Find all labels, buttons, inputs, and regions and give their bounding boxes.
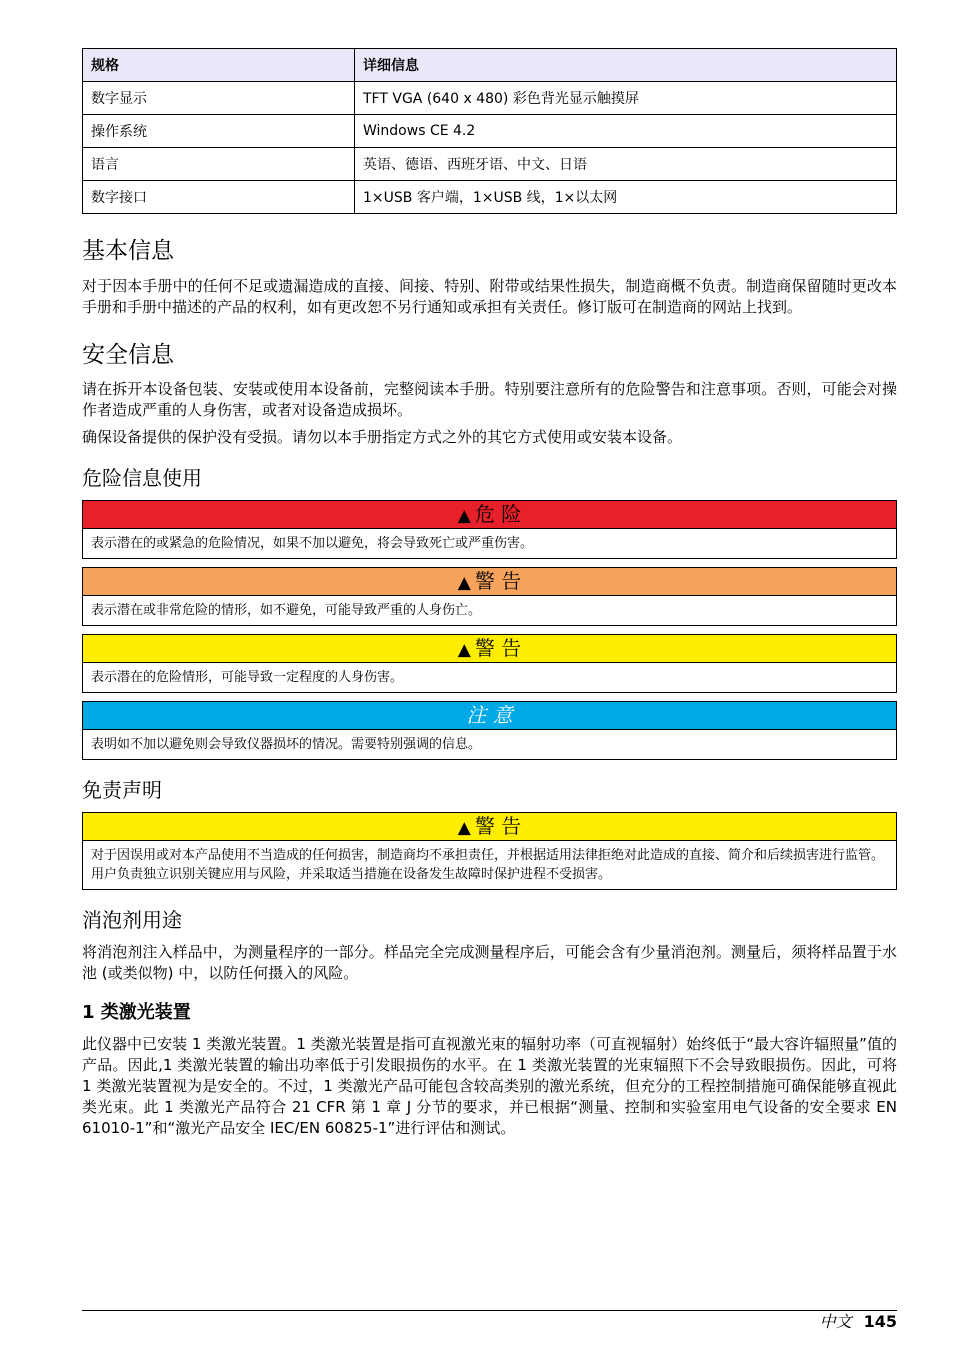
warning-triangle-icon: ▲ xyxy=(457,640,471,661)
notice-text: 表明如不加以避免则会导致仪器损坏的情况。需要特别强调的信息。 xyxy=(91,737,482,753)
warning-label: 警 告 xyxy=(474,569,522,594)
table-cell: 数字显示 xyxy=(83,82,355,115)
disclaimer-warning-label: 警 告 xyxy=(474,814,522,839)
warning-triangle-icon: ▲ xyxy=(457,573,471,594)
caution-box xyxy=(82,634,897,693)
table-cell: 英语、德语、西班牙语、中文、日语 xyxy=(355,148,897,181)
basic-info-heading: 基本信息 xyxy=(82,238,174,264)
safety-info-paragraph-2: 确保设备提供的保护没有受损。请勿以本手册指定方式之外的其它方式使用或安装本设备。 xyxy=(82,428,683,447)
page-number: 145 xyxy=(863,1312,897,1331)
caution-header xyxy=(83,635,896,663)
danger-header xyxy=(83,501,896,529)
safety-info-paragraph-1: 请在拆开本设备包装、安装或使用本设备前，完整阅读本手册。特别要注意所有的危险警告和注意事项。否则，可能会对操作者造成严重的人身伤害，或者对设备造成损坏。 xyxy=(82,380,897,420)
danger-text: 表示潜在的或紧急的危险情况，如果不加以避免，将会导致死亡或严重伤害。 xyxy=(91,536,534,552)
laser-heading: 1 类激光装置 xyxy=(82,1002,191,1024)
footer-language: 中文 xyxy=(819,1312,852,1331)
table-header-row xyxy=(83,49,897,82)
table-row xyxy=(83,181,897,214)
disclaimer-warning-header xyxy=(83,813,896,841)
table-cell: TFT VGA (640 x 480) 彩色背光显示触摸屏 xyxy=(355,82,897,115)
warning-triangle-icon: ▲ xyxy=(457,818,471,839)
table-cell: 1×USB 客户端，1×USB 线，1×以太网 xyxy=(355,181,897,214)
laser-paragraph: 此仪器中已安装 1 类激光装置。1 类激光装置是指可直视激光束的辐射功率（可直视辐射）始终低于“最大容许辐照量”值的产品。因此,1 类激光装置的输出功率低于引发眼损伤的水平。在 1 类激光装置的光束辐照下不会导致眼损伤。因此，可将 1 类激光装置视为是安全的。不过，1 类激光产品可能包含较高类别的激光系统，但充分的工程控制措施可确保能够直视此类光束。此 1 类激光产品符合 21 CFR 第 1 章 J 分节的要求，并已根据“测量、控制和实验室用电气设备的安全要求 EN 61010-1”和“激光产品安全 IEC/EN 60825-1”进行评估和测试。 xyxy=(82,1034,897,1137)
antifoam-heading: 消泡剂用途 xyxy=(82,908,182,933)
table-row xyxy=(83,82,897,115)
page-content xyxy=(82,48,897,1145)
notice-box xyxy=(82,701,897,760)
basic-info-paragraph: 对于因本手册中的任何不足或遗漏造成的直接、间接、特别、附带或结果性损失，制造商概不负责。制造商保留随时更改本手册和手册中描述的产品的权利，如有更改恕不另行通知或承担有关责任。修订版可在制造商的网站上找到。 xyxy=(82,276,897,316)
spec-table xyxy=(82,48,897,214)
footer-divider xyxy=(82,1310,897,1311)
table-header-spec: 规格 xyxy=(83,49,355,82)
table-cell: 操作系统 xyxy=(83,115,355,148)
table-cell: Windows CE 4.2 xyxy=(355,115,897,148)
warning-triangle-icon: ▲ xyxy=(457,506,471,527)
table-cell: 数字接口 xyxy=(83,181,355,214)
warning-text: 表示潜在或非常危险的情形，如不避免，可能导致严重的人身伤亡。 xyxy=(91,603,482,619)
caution-text: 表示潜在的危险情形，可能导致一定程度的人身伤害。 xyxy=(91,670,404,686)
table-cell: 语言 xyxy=(83,148,355,181)
table-header-details: 详细信息 xyxy=(355,49,897,82)
table-row xyxy=(83,115,897,148)
danger-box xyxy=(82,500,897,559)
antifoam-paragraph: 将消泡剂注入样品中，为测量程序的一部分。样品完全完成测量程序后，可能会含有少量消泡剂。测量后，须将样品置于水池 (或类似物) 中，以防任何摄入的风险。 xyxy=(82,943,897,983)
disclaimer-warning-text: 对于因误用或对本产品使用不当造成的任何损害，制造商均不承担责任，并根据适用法律拒绝对此造成的直接、简介和后续损害进行监管。用户负责独立识别关键应用与风险，并采取适当措施在设备发生故障时保护进程不受损害。 xyxy=(91,848,885,883)
hazard-info-heading: 危险信息使用 xyxy=(82,466,202,491)
warning-header xyxy=(83,568,896,596)
danger-label: 危 险 xyxy=(474,502,522,527)
disclaimer-warning-box xyxy=(82,812,897,890)
notice-label: 注 意 xyxy=(466,703,513,728)
notice-header xyxy=(83,702,896,730)
disclaimer-heading: 免责声明 xyxy=(82,778,162,803)
caution-label: 警 告 xyxy=(474,636,522,661)
safety-info-heading: 安全信息 xyxy=(82,341,174,368)
warning-box xyxy=(82,567,897,626)
page-footer xyxy=(820,1312,897,1332)
table-row xyxy=(83,148,897,181)
